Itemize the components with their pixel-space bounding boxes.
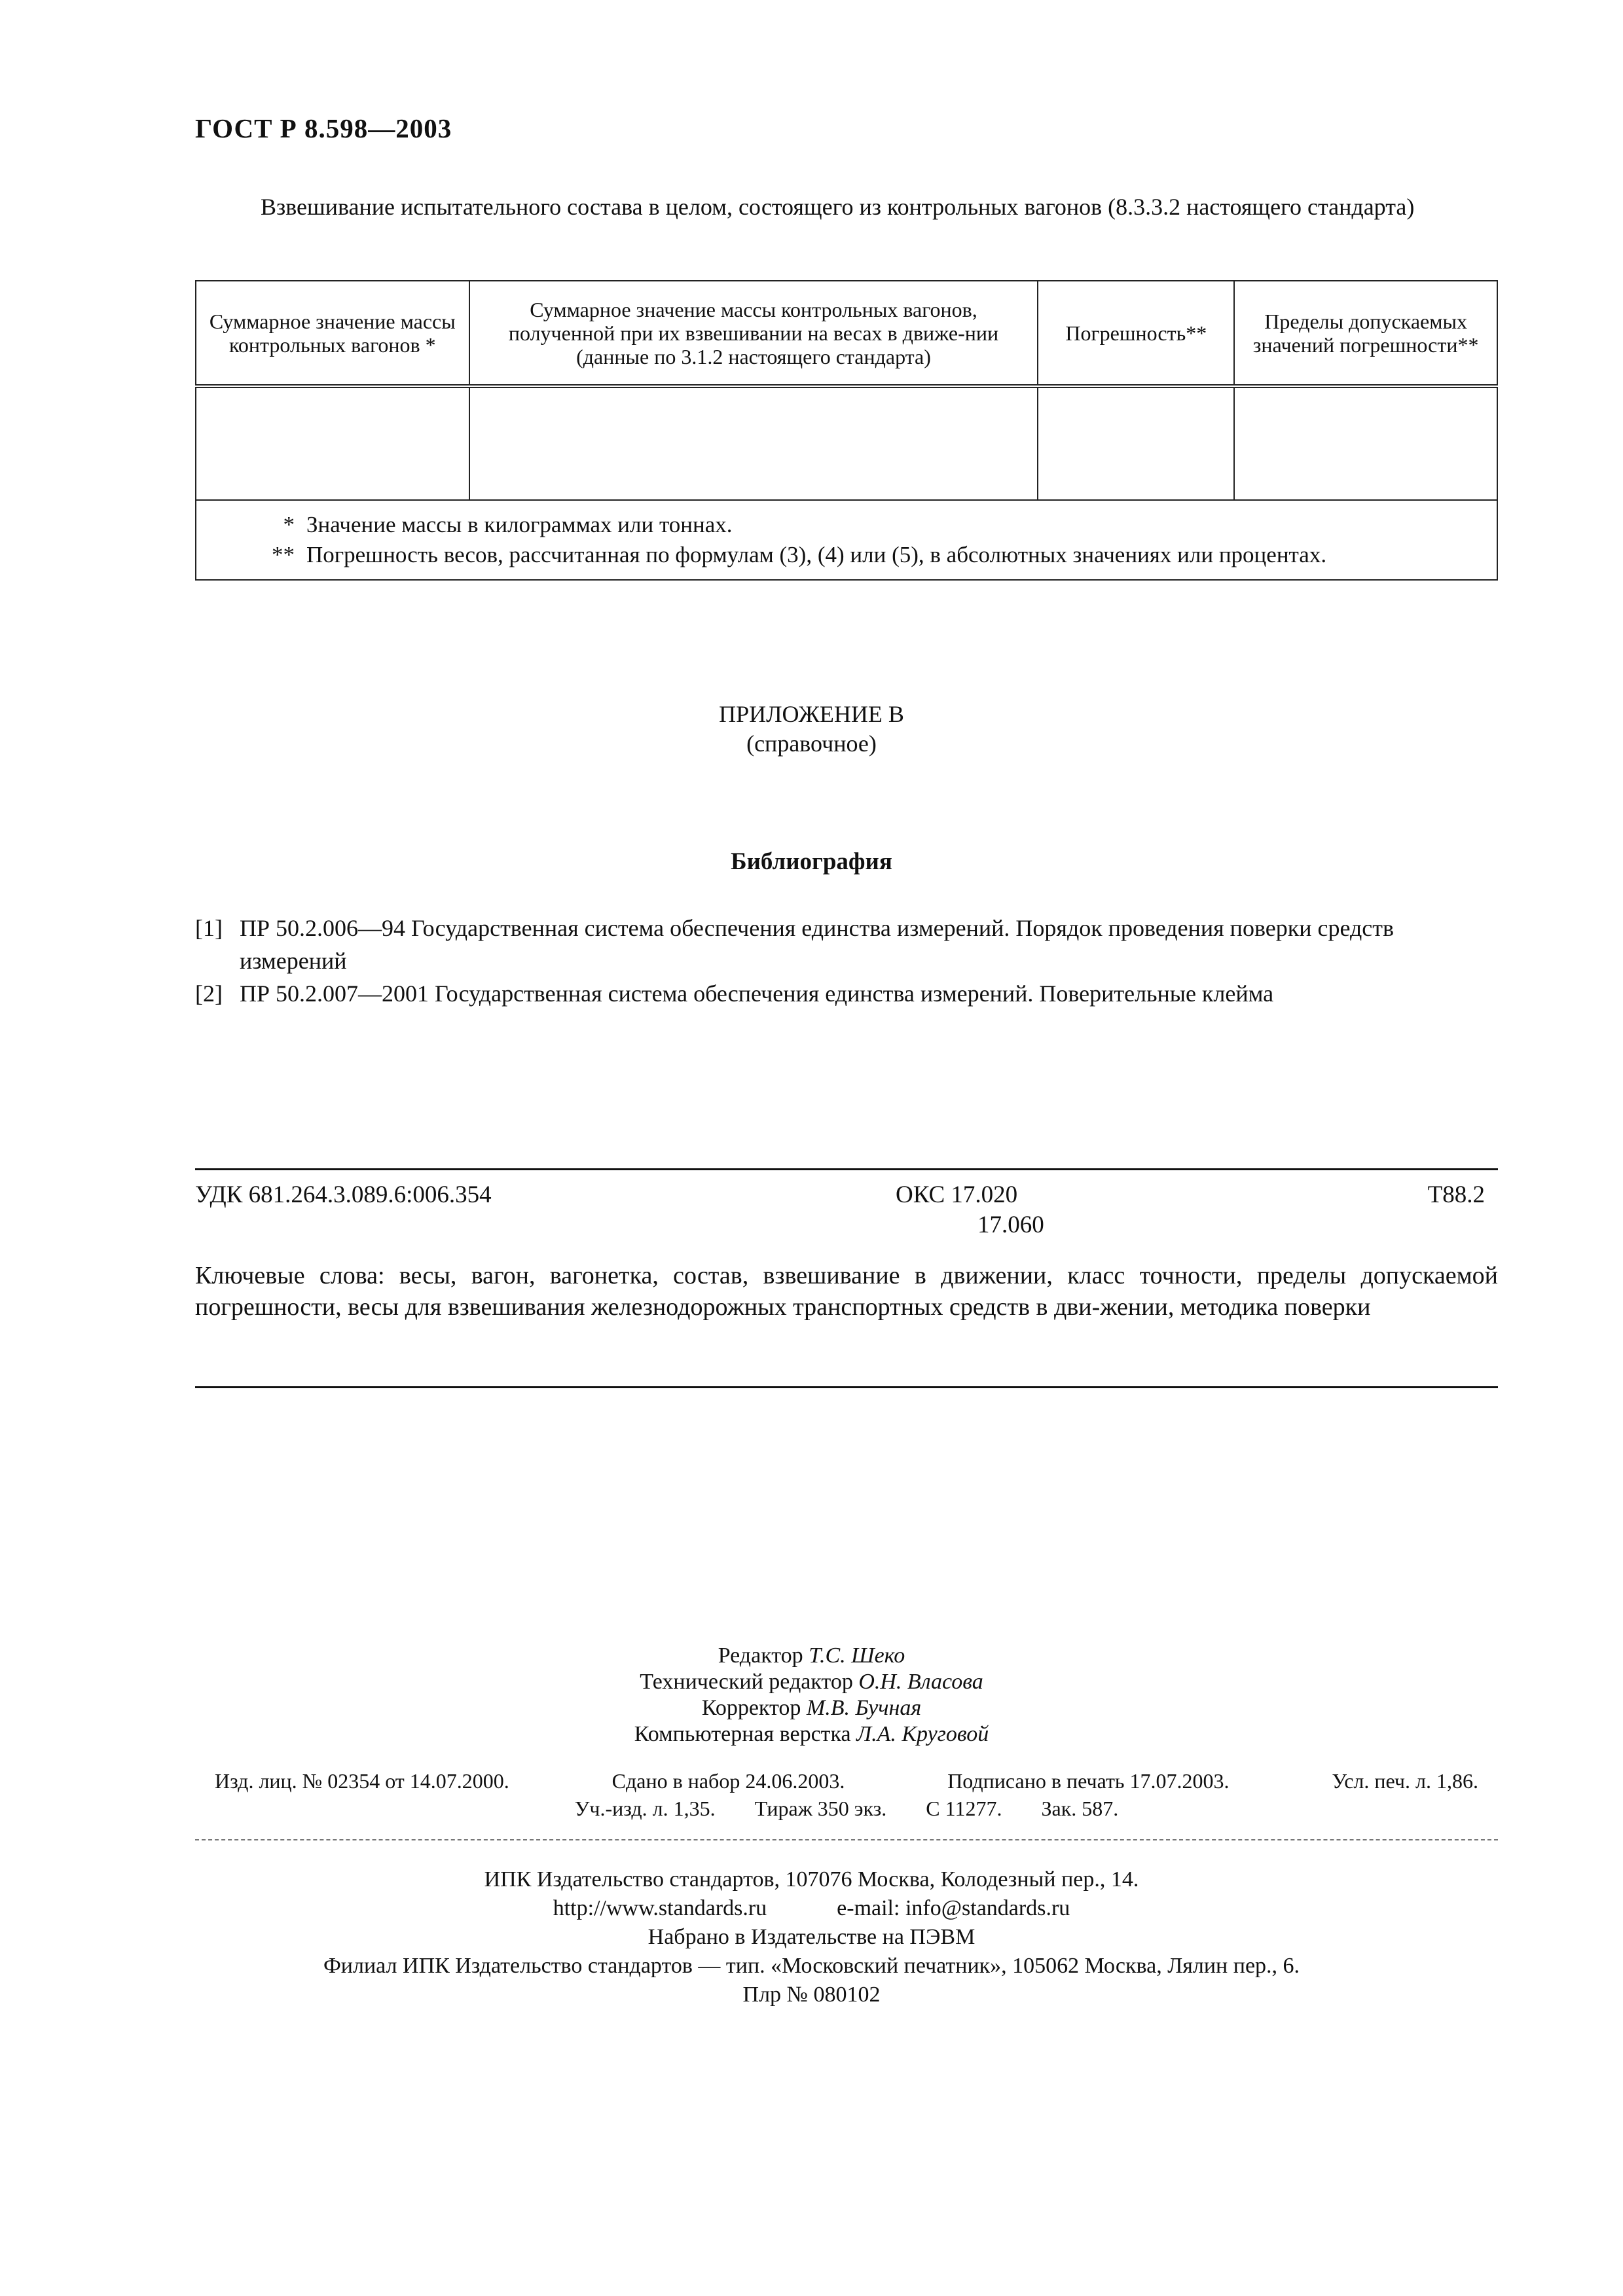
publication-field: Усл. печ. л. 1,86. <box>1332 1769 1478 1793</box>
credits-block <box>0 1643 1623 1748</box>
table-header-cell: Суммарное значение массы контрольных вагонов * <box>196 281 469 386</box>
bibliography-text: ПР 50.2.006—94 Государственная система обеспечения единства измерений. Порядок проведения поверки средств измерений <box>240 915 1394 974</box>
credit-line <box>0 1721 1623 1748</box>
credit-line <box>0 1669 1623 1695</box>
publication-field: Уч.-изд. л. 1,35. <box>574 1797 716 1820</box>
bibliography-item <box>195 912 1498 977</box>
credit-line <box>0 1643 1623 1669</box>
table-cell-empty <box>1234 386 1497 500</box>
table-header-cell: Погрешность** <box>1038 281 1234 386</box>
table-header-cell: Суммарное значение массы контрольных вагонов, полученной при их взвешивании на весах в движе-нии (данные по 3.1.2 настоящего стандарта) <box>469 281 1038 386</box>
divider-bottom <box>195 1386 1498 1388</box>
publication-field: С 11277. <box>926 1797 1002 1820</box>
bibliography-list <box>195 912 1498 1010</box>
appendix-title: ПРИЛОЖЕНИЕ В <box>719 701 904 727</box>
note-mark: ** <box>272 542 295 567</box>
publication-row <box>195 1795 1498 1822</box>
publication-field: Изд. лиц. № 02354 от 14.07.2000. <box>215 1769 509 1793</box>
publisher-footer <box>0 1865 1623 2009</box>
bibliography-number: [2] <box>195 980 223 1007</box>
credit-role: Корректор <box>701 1696 801 1720</box>
credit-name: О.Н. Власова <box>858 1670 983 1694</box>
note-text: Значение массы в килограммах или тоннах. <box>306 512 733 537</box>
typeset-note: Набрано в Издательстве на ПЭВМ <box>647 1925 976 1949</box>
publisher-contacts <box>0 1894 1623 1923</box>
table-cell-empty <box>1038 386 1234 500</box>
table-row <box>196 386 1497 500</box>
table-notes-row <box>196 500 1497 580</box>
table-header-row <box>196 281 1497 386</box>
divider-top <box>195 1168 1498 1170</box>
printer-address: Филиал ИПК Издательство стандартов — тип. «Московский печатник», 105062 Москва, Лялин пер., 6. <box>323 1954 1300 1978</box>
publication-field: Зак. 587. <box>1041 1797 1119 1820</box>
intro-paragraph: Взвешивание испытательного состава в целом, состоящего из контрольных вагонов (8.3.3.2 настоящего стандарта) <box>261 194 1415 220</box>
credit-role: Компьютерная верстка <box>634 1722 851 1746</box>
credit-name: Л.А. Круговой <box>856 1722 989 1746</box>
appendix-subtitle: (справочное) <box>746 730 877 757</box>
table-cell-empty <box>469 386 1038 500</box>
credit-role: Технический редактор <box>640 1670 853 1694</box>
table-cell-empty <box>196 386 469 500</box>
table-note <box>255 540 1497 570</box>
table-note <box>255 510 1497 540</box>
note-text: Погрешность весов, рассчитанная по формулам (3), (4) или (5), в абсолютных значениях или процентах. <box>306 542 1327 567</box>
bibliography-title: Библиография <box>731 848 892 875</box>
publisher-address: ИПК Издательство стандартов, 107076 Москва, Колодезный пер., 14. <box>484 1867 1139 1892</box>
publisher-website[interactable]: http://www.standards.ru <box>553 1896 767 1920</box>
classification-code: Т88.2 <box>1427 1181 1485 1208</box>
standard-code-header: ГОСТ Р 8.598—2003 <box>195 113 452 143</box>
keywords-paragraph: Ключевые слова: весы, вагон, вагонетка, состав, взвешивание в движении, класс точности, пределы допускаемой погрешности, весы для взвешивания железнодорожных транспортных средств в дви-жении, методика поверки <box>195 1262 1498 1321</box>
publication-row <box>195 1767 1498 1795</box>
note-mark: * <box>283 512 295 537</box>
credit-name: Т.С. Шеко <box>809 1643 905 1668</box>
bibliography-text: ПР 50.2.007—2001 Государственная система обеспечения единства измерений. Поверительные клейма <box>240 980 1274 1007</box>
credit-role: Редактор <box>718 1643 803 1668</box>
publication-details <box>195 1767 1498 1822</box>
weighing-results-table <box>195 280 1498 581</box>
table-header-cell: Пределы допускаемых значений погрешности** <box>1234 281 1497 386</box>
oks-code-1: ОКС 17.020 <box>896 1181 1018 1208</box>
udk-code: УДК 681.264.3.089.6:006.354 <box>195 1181 492 1208</box>
license-number: Плр № 080102 <box>742 1982 881 2007</box>
bibliography-number: [1] <box>195 915 223 941</box>
oks-code-2: 17.060 <box>977 1211 1044 1238</box>
table-notes-cell <box>196 500 1497 580</box>
bibliography-item <box>195 977 1498 1010</box>
publication-field: Подписано в печать 17.07.2003. <box>947 1769 1230 1793</box>
credit-name: М.В. Бучная <box>806 1696 922 1720</box>
credit-line <box>0 1695 1623 1721</box>
publication-field: Тираж 350 экз. <box>754 1797 887 1820</box>
dashed-divider <box>195 1839 1498 1840</box>
publisher-email[interactable]: e-mail: info@standards.ru <box>837 1896 1070 1920</box>
publication-field: Сдано в набор 24.06.2003. <box>611 1769 845 1793</box>
